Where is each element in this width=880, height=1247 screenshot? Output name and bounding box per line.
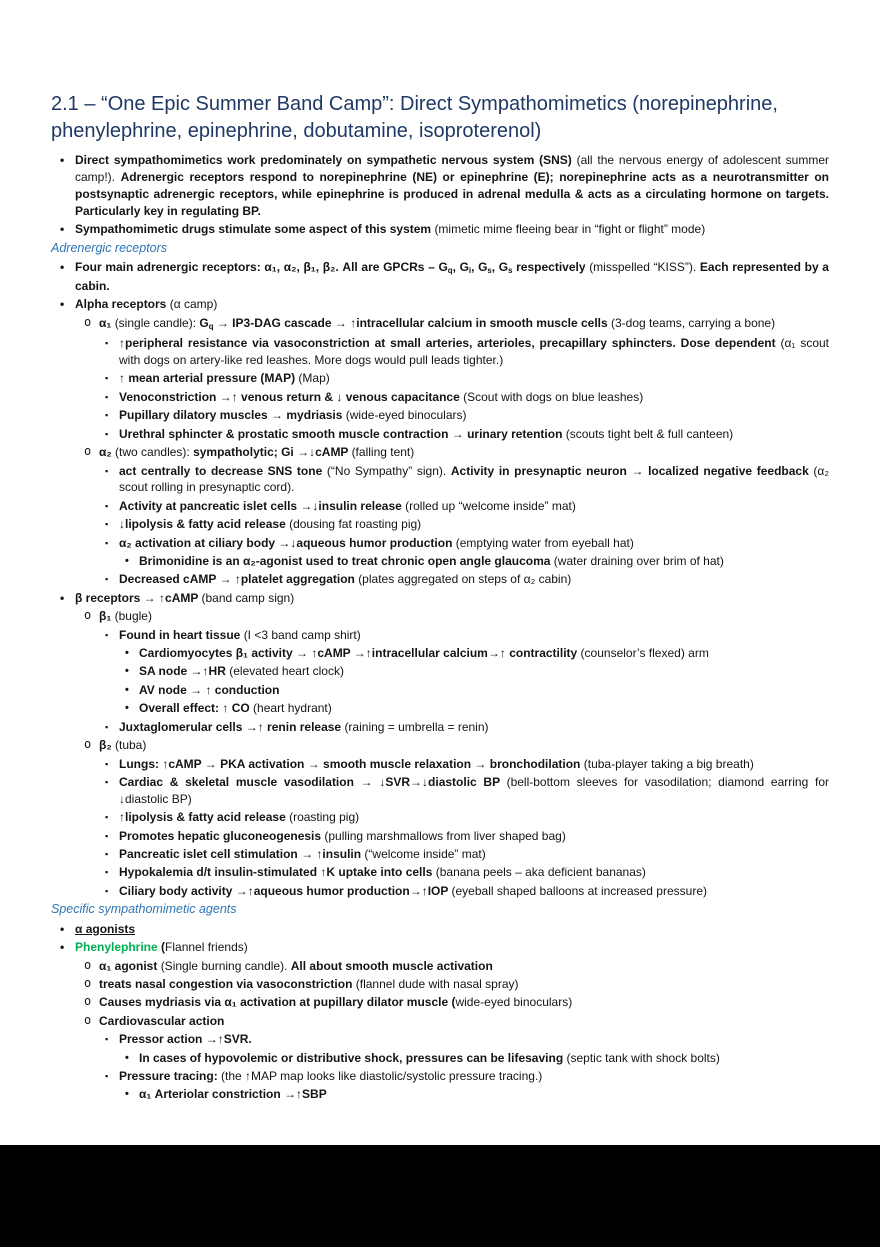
bullet-marker: ▪ xyxy=(105,758,109,769)
bullet-marker: ▪ xyxy=(105,830,109,841)
text-segment: Phenylephrine xyxy=(75,940,162,955)
list-item xyxy=(51,315,829,334)
text-segment: Juxtaglomerular cells →↑ renin release xyxy=(119,719,345,734)
text-segment: → IP3-DAG cascade → ↑intracellular calcium in smooth muscle cells xyxy=(213,315,611,330)
text-segment: (pulling marshmallows from liver shaped bag) xyxy=(324,828,566,843)
bullet-marker: o xyxy=(84,608,92,623)
bullet-marker: ▪ xyxy=(105,721,109,732)
text-segment: (flannel dude with nasal spray) xyxy=(355,976,519,991)
text-segment: (misspelled “KISS”). xyxy=(589,260,700,275)
bullet-marker: o xyxy=(84,975,92,990)
text-segment: act centrally to decrease SNS tone xyxy=(119,463,327,478)
bullet-marker: ▪ xyxy=(105,1034,109,1045)
bullet-marker: • xyxy=(125,1051,129,1064)
text-segment: Hypokalemia d/t insulin-stimulated ↑K uptake into cells xyxy=(119,865,436,880)
list-item xyxy=(51,645,829,662)
list-item xyxy=(51,682,829,699)
text-segment: Cardiac & skeletal muscle vasodilation → ↓SVR→↓diastolic BP xyxy=(119,774,507,789)
text-segment: (Scout with dogs on blue leashes) xyxy=(463,389,644,404)
text-segment: (I <3 band camp shirt) xyxy=(243,627,361,642)
text-segment: (Single burning candle). xyxy=(160,958,291,973)
text-segment: (bell-bottom sleeves for vasodilation; diamond earring for ↓diastolic BP) xyxy=(119,774,829,806)
bullet-marker: o xyxy=(84,994,92,1009)
list-item xyxy=(51,976,829,993)
text-segment: (banana peels – aka deficient bananas) xyxy=(435,865,646,880)
text-segment: ↑lipolysis & fatty acid release xyxy=(119,810,290,825)
text-segment: (falling tent) xyxy=(351,445,415,460)
bullet-marker: ▪ xyxy=(105,812,109,823)
text-segment: Cardiovascular action xyxy=(99,1013,225,1028)
text-segment: ↓lipolysis & fatty acid release xyxy=(119,517,290,532)
list-item xyxy=(51,663,829,680)
section-heading: Specific sympathomimetic agents xyxy=(51,902,237,917)
text-segment: (raining = umbrella = renin) xyxy=(344,719,489,734)
text-segment: (α camp) xyxy=(169,297,218,312)
text-segment: s xyxy=(487,266,492,276)
text-segment: s xyxy=(508,266,513,276)
bullet-marker: • xyxy=(125,555,129,568)
text-segment: Brimonidine is an α₂-agonist used to treat chronic open angle glaucoma xyxy=(139,554,554,569)
text-segment: (all the nervous energy of adolescent summer camp!). xyxy=(75,153,829,184)
text-segment: (“No Sympathy” sign). xyxy=(326,463,451,478)
text-segment: α agonists xyxy=(75,921,136,936)
bullet-marker: • xyxy=(60,921,65,936)
bullet-marker: ▪ xyxy=(105,428,109,439)
list-item xyxy=(51,737,829,754)
text-segment: (the ↑MAP map looks like diastolic/systolic pressure tracing.) xyxy=(221,1069,543,1083)
text-segment: (elevated heart clock) xyxy=(229,664,344,679)
text-segment: Activity in presynaptic neuron → localized negative feedback xyxy=(450,463,814,478)
text-segment: SA node →↑HR xyxy=(139,664,230,679)
bullet-marker: • xyxy=(60,940,65,955)
bullet-marker: ▪ xyxy=(105,338,109,349)
bullet-marker: • xyxy=(125,647,129,660)
list-item xyxy=(51,259,829,295)
bullet-marker: ▪ xyxy=(105,629,109,640)
text-segment: β₁ xyxy=(99,609,115,624)
text-segment: Urethral sphincter & prostatic smooth muscle contraction → urinary retention xyxy=(119,426,566,441)
list-item xyxy=(51,883,829,900)
list-item xyxy=(51,774,829,808)
text-segment: α₁ xyxy=(99,315,115,330)
bullet-marker: ▪ xyxy=(105,776,109,787)
text-segment: α₂ xyxy=(99,445,116,460)
bullet-marker: ▪ xyxy=(105,574,109,585)
bullet-marker: • xyxy=(60,590,65,605)
list-item xyxy=(51,590,829,607)
bullet-marker: • xyxy=(60,260,65,275)
bullet-marker: • xyxy=(125,665,129,678)
list-item xyxy=(51,1068,829,1085)
bullet-marker: ▪ xyxy=(105,537,109,548)
text-segment: β receptors → ↑cAMP xyxy=(75,590,202,605)
bullet-marker: o xyxy=(84,1012,92,1027)
list-item xyxy=(51,571,829,588)
bullet-marker: ▪ xyxy=(105,373,109,384)
list-item xyxy=(51,1086,829,1103)
text-segment: (septic tank with shock bolts) xyxy=(566,1050,720,1065)
page-title: 2.1 – “One Epic Summer Band Camp”: Direct Sympathomimetics (norepinephrine, phenylephrine, epinephrine, dobutamine, isoproterenol) xyxy=(51,93,778,142)
text-segment: (tuba) xyxy=(115,738,147,753)
text-segment: (wide-eyed binoculars) xyxy=(345,408,467,423)
text-segment: β₂ xyxy=(99,738,115,753)
text-segment: Alpha receptors xyxy=(75,297,170,312)
list-item xyxy=(51,627,829,644)
text-segment: (band camp sign) xyxy=(201,590,295,605)
list-item xyxy=(51,535,829,552)
bullet-marker: • xyxy=(60,297,65,312)
bullet-marker: o xyxy=(84,444,92,459)
text-segment: respectively xyxy=(512,260,590,275)
text-segment: (water draining over brim of hat) xyxy=(553,554,724,569)
bullet-marker: ▪ xyxy=(105,465,109,476)
text-segment: (dousing fat roasting pig) xyxy=(289,517,422,532)
list-item xyxy=(51,1013,829,1030)
list-item xyxy=(51,407,829,424)
text-segment: Causes mydriasis via α₁ activation at pupillary dilator muscle ( xyxy=(99,995,456,1010)
list-item xyxy=(51,828,829,845)
text-segment: Pressor action →↑SVR. xyxy=(119,1032,252,1047)
list-item xyxy=(51,921,829,938)
list-item xyxy=(51,608,829,625)
text-segment: Pancreatic islet cell stimulation → ↑insulin xyxy=(119,847,365,862)
text-segment: (counselor’s flexed) arm xyxy=(580,646,709,661)
text-segment: Adrenergic receptors respond to norepinephrine (NE) or epinephrine (E); norepinephrine acts as a neurotransmitter on postsynaptic adrenergic receptors, while epinephrine is produced in adrenal medulla & acts as a circulating hormone on targets. Particularly key in regulating BP. xyxy=(75,169,829,218)
text-segment: (“welcome inside” mat) xyxy=(364,847,486,862)
list-item xyxy=(51,994,829,1011)
text-segment: ( xyxy=(161,940,166,955)
text-segment: Ciliary body activity →↑aqueous humor production→↑IOP xyxy=(119,883,452,898)
text-segment: Four main adrenergic receptors: α₁, α₂, β₁, β₂. All are GPCRs – G xyxy=(75,260,448,275)
list-item xyxy=(51,426,829,443)
bullet-marker: ▪ xyxy=(105,849,109,860)
text-segment: α₁ Arteriolar constriction →↑SBP xyxy=(139,1087,327,1102)
bullet-marker: o xyxy=(84,314,92,329)
text-segment: Overall effect: ↑ CO xyxy=(139,701,254,716)
text-segment: treats nasal congestion via vasoconstriction xyxy=(99,976,356,991)
text-segment: q xyxy=(208,321,214,331)
list-item xyxy=(51,1050,829,1067)
list-item xyxy=(51,1031,829,1048)
text-segment: Cardiomyocytes β₁ activity → ↑cAMP →↑intracellular calcium→↑ contractility xyxy=(139,646,581,661)
bullet-marker: • xyxy=(125,702,129,715)
list-item xyxy=(51,221,829,238)
list-item xyxy=(51,719,829,736)
text-segment: (α₁ scout with dogs on artery-like red leashes. More dogs would pull leads tighter.) xyxy=(119,336,829,368)
text-segment: (bugle) xyxy=(114,609,152,624)
text-segment: Pressure tracing: xyxy=(119,1069,222,1083)
text-segment: AV node → ↑ conduction xyxy=(139,682,280,697)
bullet-marker: ▪ xyxy=(105,1071,109,1081)
text-segment: , G xyxy=(491,260,509,275)
text-segment: i xyxy=(468,266,472,276)
text-segment: (emptying water from eyeball hat) xyxy=(455,535,634,550)
list-item xyxy=(51,389,829,406)
text-segment: Found in heart tissue xyxy=(119,627,244,642)
list-item xyxy=(51,335,829,369)
text-segment: (Map) xyxy=(298,371,330,386)
text-segment: In cases of hypovolemic or distributive shock, pressures can be lifesaving xyxy=(139,1050,567,1065)
text-segment: Activity at pancreatic islet cells →↓insulin release xyxy=(119,498,406,513)
document-content xyxy=(51,91,829,1105)
text-segment: ↑peripheral resistance via vasoconstriction at small arteries, arterioles, precapillary sphincters. Dose dependent xyxy=(119,336,781,351)
text-segment: sympatholytic; Gi →↓cAMP xyxy=(193,445,352,460)
list-item xyxy=(51,958,829,975)
text-segment: Sympathomimetic drugs stimulate some aspect of this system xyxy=(75,222,435,237)
list-item xyxy=(51,516,829,533)
text-segment: (single candle): xyxy=(114,315,200,330)
bullet-marker: o xyxy=(84,737,92,752)
text-segment: (two candles): xyxy=(115,445,194,460)
bullet-marker: • xyxy=(125,683,129,696)
bullet-marker: o xyxy=(84,957,92,972)
list-item xyxy=(51,444,829,461)
list-item xyxy=(51,756,829,773)
text-segment: Each represented by a cabin. xyxy=(75,260,829,293)
text-segment: (tuba-player taking a big breath) xyxy=(583,756,754,771)
list-item xyxy=(51,846,829,863)
text-segment: Direct sympathomimetics work predominately on sympathetic nervous system (SNS) xyxy=(75,153,577,167)
bullet-marker: • xyxy=(60,222,65,237)
text-segment: Lungs: ↑cAMP → PKA activation → smooth muscle relaxation → bronchodilation xyxy=(119,756,584,771)
text-segment: (roasting pig) xyxy=(289,810,360,825)
bullet-marker: • xyxy=(60,153,65,167)
text-segment: Promotes hepatic gluconeogenesis xyxy=(119,828,325,843)
text-segment: (scouts tight belt & full canteen) xyxy=(565,426,734,441)
bullet-marker: ▪ xyxy=(105,519,109,530)
list-item xyxy=(51,939,829,956)
list-item xyxy=(51,152,829,220)
document-body xyxy=(51,152,829,1103)
list-item xyxy=(51,498,829,515)
text-segment: α₂ activation at ciliary body →↓aqueous humor production xyxy=(119,535,456,550)
text-segment: (mimetic mime fleeing bear in “fight or flight” mode) xyxy=(434,222,706,237)
list-item xyxy=(51,370,829,387)
text-segment: ↑ mean arterial pressure (MAP) xyxy=(119,371,299,386)
text-segment: , G xyxy=(452,260,469,275)
text-segment: α₁ agonist xyxy=(99,958,161,973)
text-segment: Venoconstriction →↑ venous return & ↓ venous capacitance xyxy=(119,389,464,404)
text-segment: G xyxy=(199,315,209,330)
bullet-marker: ▪ xyxy=(105,500,109,511)
text-segment: Pupillary dilatory muscles → mydriasis xyxy=(119,408,346,423)
text-segment: (eyeball shaped balloons at increased pressure) xyxy=(451,883,707,898)
bullet-marker: • xyxy=(125,1088,129,1101)
text-segment: All about smooth muscle activation xyxy=(290,958,493,973)
bullet-marker: ▪ xyxy=(105,885,109,896)
text-segment: wide-eyed binoculars) xyxy=(455,995,573,1010)
list-item xyxy=(51,463,829,497)
list-item xyxy=(51,809,829,826)
text-segment: (α₂ scout rolling in presynaptic cord). xyxy=(119,463,829,495)
text-segment: (rolled up “welcome inside” mat) xyxy=(405,498,576,513)
list-item xyxy=(51,864,829,881)
text-segment: Decreased cAMP → ↑platelet aggregation xyxy=(119,572,359,587)
list-item xyxy=(51,296,829,313)
bottom-letterbox-band xyxy=(0,1145,880,1247)
text-segment: q xyxy=(447,266,453,276)
section-heading: Adrenergic receptors xyxy=(51,240,168,255)
bullet-marker: ▪ xyxy=(105,867,109,878)
bullet-marker: ▪ xyxy=(105,410,109,421)
text-segment: , G xyxy=(471,260,488,275)
text-segment: (heart hydrant) xyxy=(253,701,332,716)
text-segment: (plates aggregated on steps of α₂ cabin) xyxy=(358,572,572,587)
bullet-marker: ▪ xyxy=(105,391,109,402)
list-item xyxy=(51,700,829,717)
list-item xyxy=(51,553,829,570)
text-segment: (3-dog teams, carrying a bone) xyxy=(611,315,776,330)
text-segment: Flannel friends) xyxy=(165,940,248,955)
